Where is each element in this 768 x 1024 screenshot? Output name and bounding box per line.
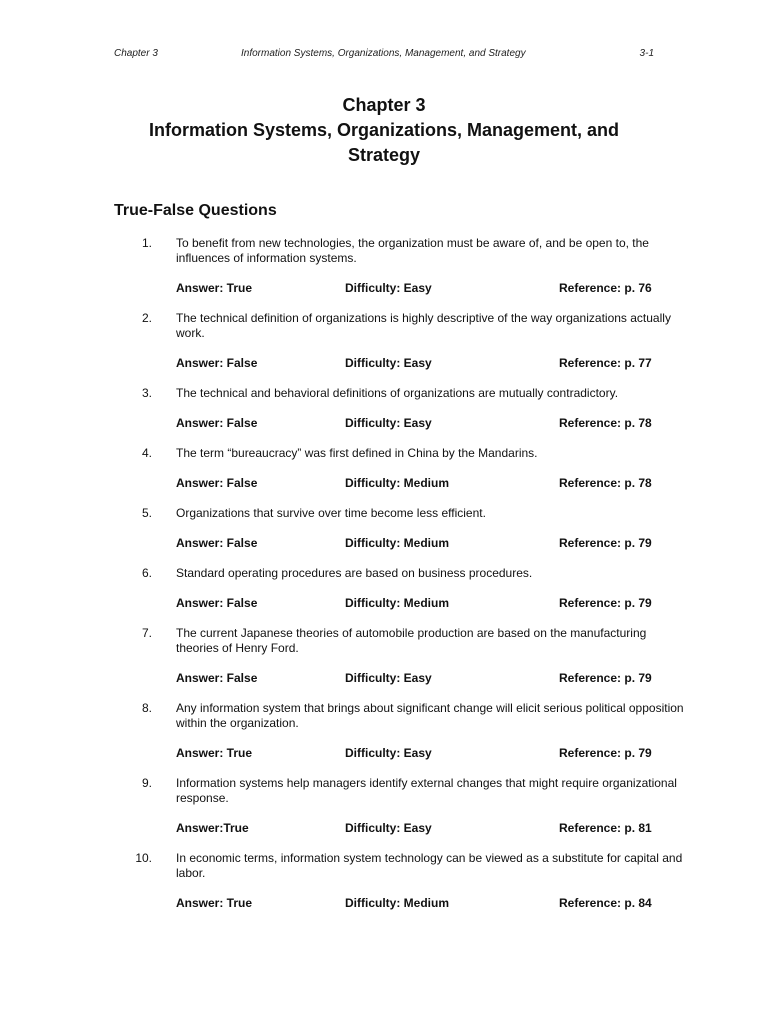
question-number: 4. bbox=[141, 446, 152, 460]
question-number: 6. bbox=[141, 566, 152, 580]
question-meta bbox=[0, 671, 768, 687]
reference-label: Reference: p. 76 bbox=[559, 281, 652, 295]
running-header-chapter: Chapter 3 bbox=[114, 48, 158, 59]
question-number: 3. bbox=[141, 386, 152, 400]
question-meta bbox=[0, 596, 768, 612]
answer-label: Answer:True bbox=[176, 821, 249, 835]
difficulty-label: Difficulty: Easy bbox=[345, 746, 432, 760]
question-item bbox=[0, 506, 768, 552]
question-text: In economic terms, information system technology can be viewed as a substitute for capital and labor. bbox=[176, 851, 683, 880]
difficulty-label: Difficulty: Easy bbox=[345, 821, 432, 835]
question-number: 7. bbox=[141, 626, 152, 640]
question-text: To benefit from new technologies, the organization must be aware of, and be open to, the influences of information systems. bbox=[176, 236, 649, 265]
question-item bbox=[0, 776, 768, 837]
question-meta bbox=[0, 536, 768, 552]
answer-label: Answer: True bbox=[176, 746, 253, 760]
question-text: The technical and behavioral definitions of organizations are mutually contradictory. bbox=[176, 386, 619, 400]
chapter-title-line-3: Strategy bbox=[347, 145, 421, 165]
answer-label: Answer: True bbox=[176, 896, 253, 910]
question-number: 1. bbox=[141, 236, 152, 250]
difficulty-label: Difficulty: Easy bbox=[345, 281, 432, 295]
chapter-title-line-2: Information Systems, Organizations, Management, and bbox=[148, 120, 620, 140]
question-number: 9. bbox=[141, 776, 152, 790]
difficulty-label: Difficulty: Easy bbox=[345, 356, 432, 370]
difficulty-label: Difficulty: Medium bbox=[345, 536, 449, 550]
running-header bbox=[114, 48, 654, 62]
question-number: 8. bbox=[141, 701, 152, 715]
question-item bbox=[0, 701, 768, 762]
question-meta bbox=[0, 416, 768, 432]
running-header-page-number: 3-1 bbox=[639, 48, 654, 59]
question-item bbox=[0, 851, 768, 912]
question-item bbox=[0, 566, 768, 612]
running-header-title: Information Systems, Organizations, Management, and Strategy bbox=[241, 48, 526, 59]
question-meta bbox=[0, 746, 768, 762]
reference-label: Reference: p. 79 bbox=[559, 746, 652, 760]
question-number: 2. bbox=[141, 311, 152, 325]
question-text: Standard operating procedures are based on business procedures. bbox=[176, 566, 533, 580]
reference-label: Reference: p. 79 bbox=[559, 536, 652, 550]
answer-label: Answer: False bbox=[176, 671, 258, 685]
question-item bbox=[0, 236, 768, 297]
question-meta bbox=[0, 281, 768, 297]
reference-label: Reference: p. 79 bbox=[559, 596, 652, 610]
answer-label: Answer: False bbox=[176, 476, 258, 490]
answer-label: Answer: False bbox=[176, 356, 258, 370]
difficulty-label: Difficulty: Easy bbox=[345, 416, 432, 430]
difficulty-label: Difficulty: Medium bbox=[345, 596, 449, 610]
reference-label: Reference: p. 81 bbox=[559, 821, 652, 835]
chapter-title bbox=[100, 93, 668, 168]
question-item bbox=[0, 311, 768, 372]
question-meta bbox=[0, 476, 768, 492]
question-item bbox=[0, 446, 768, 492]
difficulty-label: Difficulty: Easy bbox=[345, 671, 432, 685]
reference-label: Reference: p. 78 bbox=[559, 416, 652, 430]
question-item bbox=[0, 626, 768, 687]
answer-label: Answer: False bbox=[176, 536, 258, 550]
question-text: The term “bureaucracy” was first defined in China by the Mandarins. bbox=[176, 446, 538, 460]
question-meta bbox=[0, 896, 768, 912]
question-text: The technical definition of organizations is highly descriptive of the way organizations actually work. bbox=[176, 311, 671, 340]
question-text: Any information system that brings about significant change will elicit serious political opposition within the organization. bbox=[176, 701, 684, 730]
reference-label: Reference: p. 77 bbox=[559, 356, 652, 370]
question-meta bbox=[0, 356, 768, 372]
question-item bbox=[0, 386, 768, 432]
answer-label: Answer: True bbox=[176, 281, 253, 295]
answer-label: Answer: False bbox=[176, 416, 258, 430]
section-heading: True-False Questions bbox=[114, 202, 277, 219]
reference-label: Reference: p. 84 bbox=[559, 896, 652, 910]
difficulty-label: Difficulty: Medium bbox=[345, 476, 449, 490]
question-text: Information systems help managers identify external changes that might require organizational response. bbox=[176, 776, 677, 805]
difficulty-label: Difficulty: Medium bbox=[345, 896, 449, 910]
question-text: Organizations that survive over time become less efficient. bbox=[176, 506, 486, 520]
reference-label: Reference: p. 78 bbox=[559, 476, 652, 490]
question-list bbox=[0, 236, 768, 926]
question-number: 5. bbox=[141, 506, 152, 520]
answer-label: Answer: False bbox=[176, 596, 258, 610]
reference-label: Reference: p. 79 bbox=[559, 671, 652, 685]
question-meta bbox=[0, 821, 768, 837]
chapter-title-line-1: Chapter 3 bbox=[342, 95, 426, 115]
question-number: 10. bbox=[135, 851, 152, 865]
question-text: The current Japanese theories of automobile production are based on the manufacturing theories of Henry Ford. bbox=[176, 626, 647, 655]
